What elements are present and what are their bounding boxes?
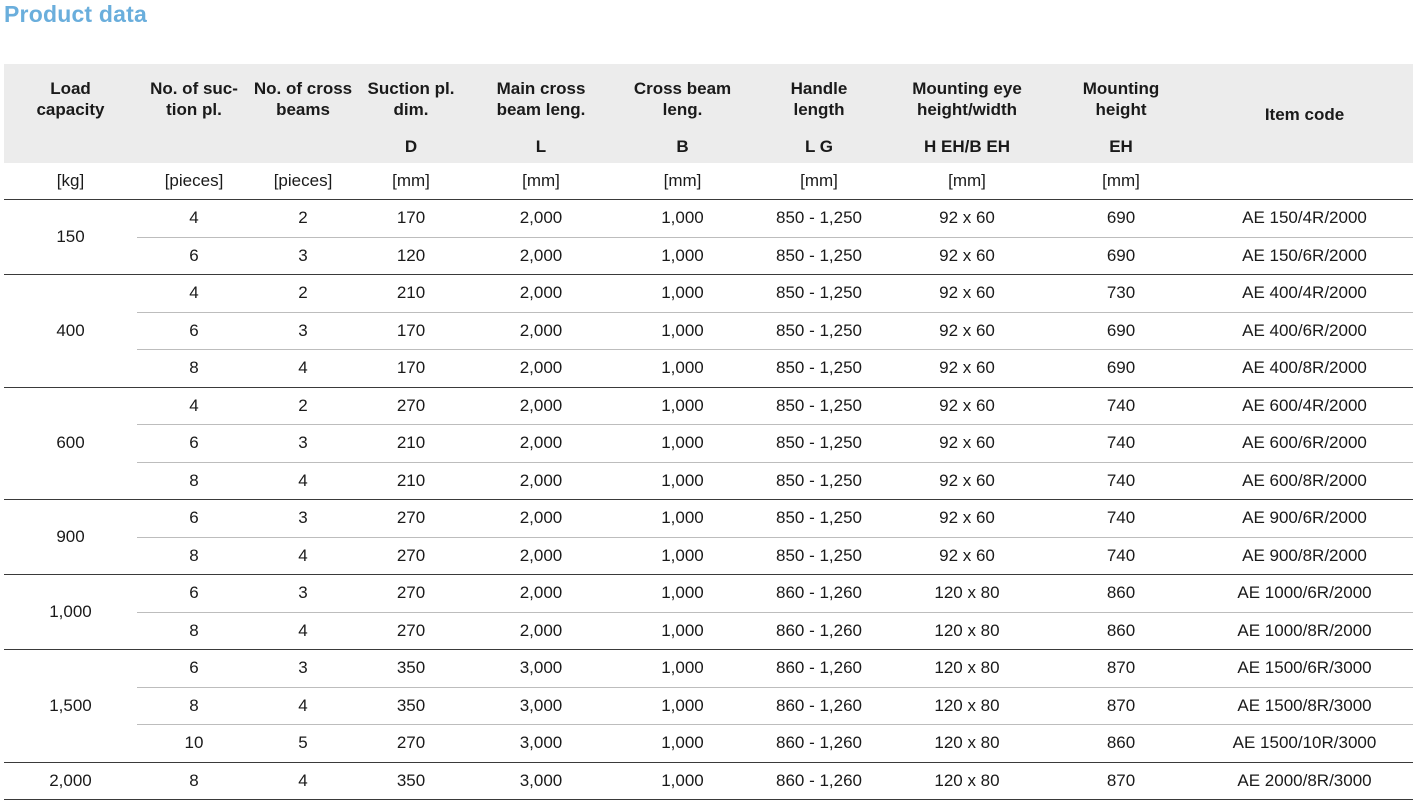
table-cell: 1,000	[615, 650, 750, 688]
column-header-line: height/width	[916, 99, 1018, 119]
table-cell: 850 - 1,250	[750, 237, 888, 275]
table-cell: 2,000	[467, 200, 615, 238]
table-cell: 92 x 60	[888, 200, 1046, 238]
page-title: Product data	[4, 1, 147, 27]
table-cell: 1,000	[615, 500, 750, 538]
column-symbol: L	[467, 132, 615, 163]
column-header	[251, 64, 355, 132]
column-header-line: Mounting	[1082, 78, 1160, 98]
table-cell: 120	[355, 237, 467, 275]
column-symbol: H EH/B EH	[888, 132, 1046, 163]
table-cell: 740	[1046, 387, 1196, 425]
table-row	[4, 650, 1413, 688]
unit-row	[4, 163, 1413, 200]
table-cell: 740	[1046, 500, 1196, 538]
table-cell: 270	[355, 387, 467, 425]
table-cell: AE 600/8R/2000	[1196, 462, 1413, 500]
column-unit	[1196, 163, 1413, 200]
table-cell: AE 600/6R/2000	[1196, 425, 1413, 463]
table-row	[4, 200, 1413, 238]
table-cell: 6	[137, 500, 251, 538]
table-cell: 860	[1046, 575, 1196, 613]
table-cell: 210	[355, 462, 467, 500]
column-unit: [kg]	[4, 163, 137, 200]
table-cell: 6	[137, 312, 251, 350]
table-cell: 270	[355, 725, 467, 763]
column-symbol: L G	[750, 132, 888, 163]
column-header	[137, 64, 251, 132]
table-cell: 740	[1046, 425, 1196, 463]
column-symbol	[4, 132, 137, 163]
table-cell: 270	[355, 537, 467, 575]
load-capacity-cell: 400	[4, 275, 137, 388]
column-header-line: beam leng.	[496, 99, 586, 119]
table-cell: AE 150/6R/2000	[1196, 237, 1413, 275]
table-cell: AE 900/8R/2000	[1196, 537, 1413, 575]
table-cell: AE 1500/6R/3000	[1196, 650, 1413, 688]
table-cell: 850 - 1,250	[750, 350, 888, 388]
table-cell: 120 x 80	[888, 612, 1046, 650]
table-cell: AE 1000/8R/2000	[1196, 612, 1413, 650]
table-cell: AE 1000/6R/2000	[1196, 575, 1413, 613]
column-header	[467, 64, 615, 132]
table-cell: 2	[251, 387, 355, 425]
column-header	[615, 64, 750, 132]
load-capacity-cell: 1,000	[4, 575, 137, 650]
table-cell: 2,000	[467, 275, 615, 313]
column-header	[888, 64, 1046, 132]
header-row	[4, 64, 1413, 132]
column-header-line: Mounting eye	[912, 78, 1022, 98]
table-cell: 860 - 1,260	[750, 725, 888, 763]
table-cell: 860 - 1,260	[750, 575, 888, 613]
table-cell: AE 900/6R/2000	[1196, 500, 1413, 538]
table-cell: 1,000	[615, 237, 750, 275]
table-cell: 2	[251, 275, 355, 313]
table-cell: 850 - 1,250	[750, 387, 888, 425]
table-cell: 1,000	[615, 200, 750, 238]
column-header-line: beams	[276, 99, 330, 119]
column-header	[750, 64, 888, 132]
table-cell: 1,000	[615, 575, 750, 613]
table-cell: 4	[251, 537, 355, 575]
table-cell: 740	[1046, 537, 1196, 575]
table-cell: 740	[1046, 462, 1196, 500]
column-header-line: Handle	[790, 78, 848, 98]
table-cell: 1,000	[615, 725, 750, 763]
table-cell: 2,000	[467, 612, 615, 650]
table-cell: 120 x 80	[888, 725, 1046, 763]
column-header-line: No. of cross	[253, 78, 353, 98]
table-row	[4, 275, 1413, 313]
table-cell: 3	[251, 237, 355, 275]
table-cell: 4	[137, 200, 251, 238]
column-unit: [mm]	[888, 163, 1046, 200]
column-symbol: D	[355, 132, 467, 163]
column-unit: [mm]	[467, 163, 615, 200]
column-header-line: dim.	[393, 99, 429, 119]
table-cell: 690	[1046, 237, 1196, 275]
table-cell: 1,000	[615, 350, 750, 388]
table-cell: 850 - 1,250	[750, 200, 888, 238]
table-cell: 860	[1046, 612, 1196, 650]
table-cell: 2,000	[467, 500, 615, 538]
table-cell: 1,000	[615, 275, 750, 313]
column-header-line: Main cross	[496, 78, 586, 98]
table-cell: AE 600/4R/2000	[1196, 387, 1413, 425]
column-header-line: Load	[50, 78, 91, 98]
table-cell: 850 - 1,250	[750, 425, 888, 463]
load-capacity-cell: 150	[4, 200, 137, 275]
column-header-line: No. of suc-	[150, 78, 238, 98]
table-row	[4, 237, 1413, 275]
table-body	[4, 200, 1413, 800]
table-cell: 4	[137, 387, 251, 425]
table-cell: AE 1500/8R/3000	[1196, 687, 1413, 725]
column-unit: [mm]	[615, 163, 750, 200]
table-cell: 870	[1046, 687, 1196, 725]
table-cell: 1,000	[615, 462, 750, 500]
table-cell: AE 2000/8R/3000	[1196, 762, 1413, 800]
table-cell: 4	[251, 687, 355, 725]
table-cell: 2,000	[467, 575, 615, 613]
table-cell: 270	[355, 612, 467, 650]
table-cell: 3	[251, 312, 355, 350]
table-cell: 120 x 80	[888, 575, 1046, 613]
table-row	[4, 312, 1413, 350]
load-capacity-cell: 1,500	[4, 650, 137, 763]
table-cell: 92 x 60	[888, 387, 1046, 425]
table-cell: 350	[355, 687, 467, 725]
table-cell: 1,000	[615, 612, 750, 650]
table-cell: 270	[355, 575, 467, 613]
table-cell: 1,000	[615, 687, 750, 725]
table-cell: 1,000	[615, 312, 750, 350]
column-header-line: tion pl.	[166, 99, 222, 119]
table-cell: 2,000	[467, 312, 615, 350]
load-capacity-cell: 600	[4, 387, 137, 500]
load-capacity-cell: 2,000	[4, 762, 137, 800]
column-header-line: capacity	[36, 99, 105, 119]
table-row	[4, 762, 1413, 800]
column-header-line: Suction pl.	[367, 78, 455, 98]
table-cell: 860 - 1,260	[750, 687, 888, 725]
table-cell: 2,000	[467, 387, 615, 425]
table-cell: 8	[137, 687, 251, 725]
table-cell: 120 x 80	[888, 762, 1046, 800]
table-cell: 1,000	[615, 537, 750, 575]
table-cell: 2,000	[467, 425, 615, 463]
table-cell: 92 x 60	[888, 275, 1046, 313]
table-cell: 1,000	[615, 425, 750, 463]
table-row	[4, 725, 1413, 763]
table-cell: 2,000	[467, 350, 615, 388]
column-header	[4, 64, 137, 132]
table-row	[4, 425, 1413, 463]
table-cell: 3,000	[467, 725, 615, 763]
table-cell: 92 x 60	[888, 462, 1046, 500]
table-cell: 3	[251, 650, 355, 688]
table-cell: 850 - 1,250	[750, 462, 888, 500]
table-cell: 690	[1046, 350, 1196, 388]
table-cell: 3	[251, 500, 355, 538]
table-cell: 6	[137, 575, 251, 613]
table-cell: 4	[251, 350, 355, 388]
table-cell: 690	[1046, 200, 1196, 238]
table-cell: 92 x 60	[888, 425, 1046, 463]
table-cell: 4	[137, 275, 251, 313]
table-cell: 2,000	[467, 237, 615, 275]
column-symbol	[251, 132, 355, 163]
column-unit: [pieces]	[251, 163, 355, 200]
table-cell: 6	[137, 425, 251, 463]
table-cell: 170	[355, 312, 467, 350]
table-cell: 92 x 60	[888, 537, 1046, 575]
table-cell: 850 - 1,250	[750, 312, 888, 350]
table-cell: 3	[251, 425, 355, 463]
table-cell: 2,000	[467, 537, 615, 575]
table-cell: 170	[355, 350, 467, 388]
table-cell: 92 x 60	[888, 350, 1046, 388]
table-cell: 4	[251, 612, 355, 650]
column-header	[1196, 64, 1413, 163]
table-cell: AE 150/4R/2000	[1196, 200, 1413, 238]
table-cell: 350	[355, 762, 467, 800]
table-cell: 120 x 80	[888, 687, 1046, 725]
table-cell: 850 - 1,250	[750, 500, 888, 538]
table-cell: 2	[251, 200, 355, 238]
load-capacity-cell: 900	[4, 500, 137, 575]
table-cell: 8	[137, 537, 251, 575]
table-cell: 860 - 1,260	[750, 762, 888, 800]
table-cell: 8	[137, 462, 251, 500]
table-cell: 3,000	[467, 762, 615, 800]
table-cell: 850 - 1,250	[750, 537, 888, 575]
table-cell: AE 400/8R/2000	[1196, 350, 1413, 388]
table-cell: 210	[355, 275, 467, 313]
table-cell: AE 1500/10R/3000	[1196, 725, 1413, 763]
table-cell: 92 x 60	[888, 500, 1046, 538]
table-cell: 10	[137, 725, 251, 763]
column-header-line: height	[1095, 99, 1147, 119]
column-unit: [mm]	[750, 163, 888, 200]
table-cell: 1,000	[615, 387, 750, 425]
table-cell: 3,000	[467, 687, 615, 725]
table-cell: 690	[1046, 312, 1196, 350]
table-cell: 350	[355, 650, 467, 688]
table-cell: 92 x 60	[888, 312, 1046, 350]
table-cell: 860 - 1,260	[750, 612, 888, 650]
column-header-line: leng.	[662, 99, 703, 119]
table-cell: 6	[137, 237, 251, 275]
column-header-line: Item code	[1264, 104, 1345, 124]
table-cell: 8	[137, 350, 251, 388]
table-row	[4, 537, 1413, 575]
table-cell: 3,000	[467, 650, 615, 688]
column-symbol: B	[615, 132, 750, 163]
table-row	[4, 462, 1413, 500]
column-symbol: EH	[1046, 132, 1196, 163]
table-cell: 2,000	[467, 462, 615, 500]
column-unit: [mm]	[1046, 163, 1196, 200]
table-row	[4, 575, 1413, 613]
table-cell: 4	[251, 762, 355, 800]
column-header	[355, 64, 467, 132]
column-header-line: Cross beam	[633, 78, 732, 98]
column-header	[1046, 64, 1196, 132]
table-cell: 870	[1046, 650, 1196, 688]
table-row	[4, 612, 1413, 650]
column-symbol	[137, 132, 251, 163]
table-cell: 1,000	[615, 762, 750, 800]
table-cell: 850 - 1,250	[750, 275, 888, 313]
table-cell: AE 400/4R/2000	[1196, 275, 1413, 313]
table-cell: 210	[355, 425, 467, 463]
table-cell: 3	[251, 575, 355, 613]
table-row	[4, 350, 1413, 388]
table-cell: 860	[1046, 725, 1196, 763]
product-data-table	[4, 64, 1413, 800]
column-unit: [mm]	[355, 163, 467, 200]
table-cell: 92 x 60	[888, 237, 1046, 275]
table-cell: 870	[1046, 762, 1196, 800]
table-cell: 8	[137, 762, 251, 800]
table-cell: 6	[137, 650, 251, 688]
table-row	[4, 687, 1413, 725]
table-cell: AE 400/6R/2000	[1196, 312, 1413, 350]
table-cell: 5	[251, 725, 355, 763]
table-row	[4, 387, 1413, 425]
table-cell: 170	[355, 200, 467, 238]
table-cell: 8	[137, 612, 251, 650]
table-cell: 730	[1046, 275, 1196, 313]
column-header-line: length	[793, 99, 845, 119]
table-cell: 860 - 1,260	[750, 650, 888, 688]
table-row	[4, 500, 1413, 538]
column-unit: [pieces]	[137, 163, 251, 200]
table-cell: 4	[251, 462, 355, 500]
table-cell: 120 x 80	[888, 650, 1046, 688]
table-cell: 270	[355, 500, 467, 538]
